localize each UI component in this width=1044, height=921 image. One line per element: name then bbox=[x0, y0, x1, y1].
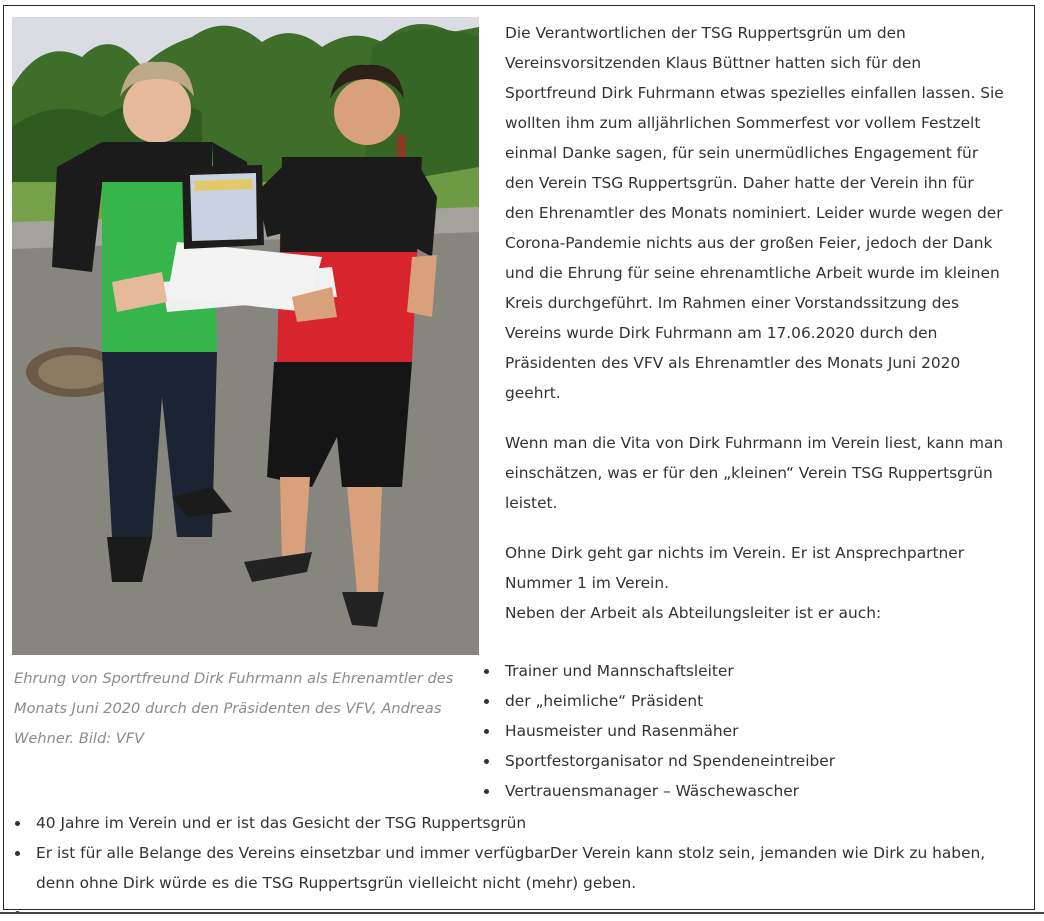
paragraph-vita: Wenn man die Vita von Dirk Fuhrmann im Verein liest, kann man einschätzen, was er für den „kleinen“ Verein TSG Ruppertsgrün leistet. bbox=[505, 434, 1004, 512]
article-body bbox=[505, 18, 1005, 628]
roles-list bbox=[484, 656, 835, 806]
list-item-text: Hausmeister und Rasenmäher bbox=[505, 722, 739, 740]
list-item-text: Trainer und Mannschaftsleiter bbox=[505, 662, 734, 680]
list-item-text: Er ist für alle Belange des Vereins einsetzbar und immer verfügbarDer Verein kann stolz sein, jemanden wie Dirk zu haben, denn ohne Dirk würde es die TSG Ruppertsgrün vielleicht nicht (mehr) geben. bbox=[36, 844, 986, 892]
list-item bbox=[484, 776, 835, 806]
list-item bbox=[484, 686, 835, 716]
list-item bbox=[484, 746, 835, 776]
list-item-text: Sportfestorganisator nd Spendeneintreiber bbox=[505, 752, 836, 770]
bullet-icon bbox=[484, 789, 489, 794]
bullet-icon bbox=[484, 759, 489, 764]
list-item-text: Vertrauensmanager – Wäschewascher bbox=[505, 782, 799, 800]
list-item bbox=[484, 716, 835, 746]
list-item bbox=[15, 838, 1015, 898]
paragraph-intro: Die Verantwortlichen der TSG Ruppertsgrün um den Vereinsvorsitzenden Klaus Büttner hatten sich für den Sportfreund Dirk Fuhrmann etwas spezielles einfallen lassen. Sie wollten ihm zum alljährlichen Sommerfest vor vollem Festzelt einmal Danke sagen, für sein unermüdliches Engagement für den Verein TSG Ruppertsgrün. Daher hatte der Verein ihn für den Ehrenamtler des Monats nominiert. Leider wurde wegen der Corona-Pandemie nichts aus der großen Feier, jedoch der Dank und die Ehrung für seine ehrenamtliche Arbeit wurde im kleinen Kreis durchgeführt. Im Rahmen einer Vorstandssitzung des Vereins wurde Dirk Fuhrmann am 17.06.2020 durch den Präsidenten des VFV als Ehrenamtler des Monats Juni 2020 geehrt. bbox=[505, 24, 1004, 402]
paragraph-ohne-dirk bbox=[505, 538, 1005, 628]
bullet-icon bbox=[15, 821, 20, 826]
list-item bbox=[15, 808, 1015, 838]
paragraph-neben-text: Neben der Arbeit als Abteilungsleiter ist er auch: bbox=[505, 604, 882, 622]
photo-caption: Ehrung von Sportfreund Dirk Fuhrmann als Ehrenamtler des Monats Juni 2020 durch den Präsidenten des VFV, Andreas Wehner. Bild: VFV bbox=[14, 670, 454, 747]
bullet-icon bbox=[15, 851, 20, 856]
facts-list bbox=[15, 808, 1015, 918]
bullet-icon bbox=[484, 699, 489, 704]
list-item bbox=[484, 656, 835, 686]
list-item-text: der „heimliche“ Präsident bbox=[505, 692, 704, 710]
bullet-icon bbox=[484, 669, 489, 674]
list-item-text: 40 Jahre im Verein und er ist das Gesicht der TSG Ruppertsgrün bbox=[36, 814, 527, 832]
frame-bottom-edge bbox=[0, 912, 1044, 921]
bullet-icon bbox=[484, 729, 489, 734]
paragraph-ohne-dirk-text: Ohne Dirk geht gar nichts im Verein. Er ist Ansprechpartner Nummer 1 im Verein. bbox=[505, 544, 965, 592]
article-photo bbox=[12, 17, 479, 655]
